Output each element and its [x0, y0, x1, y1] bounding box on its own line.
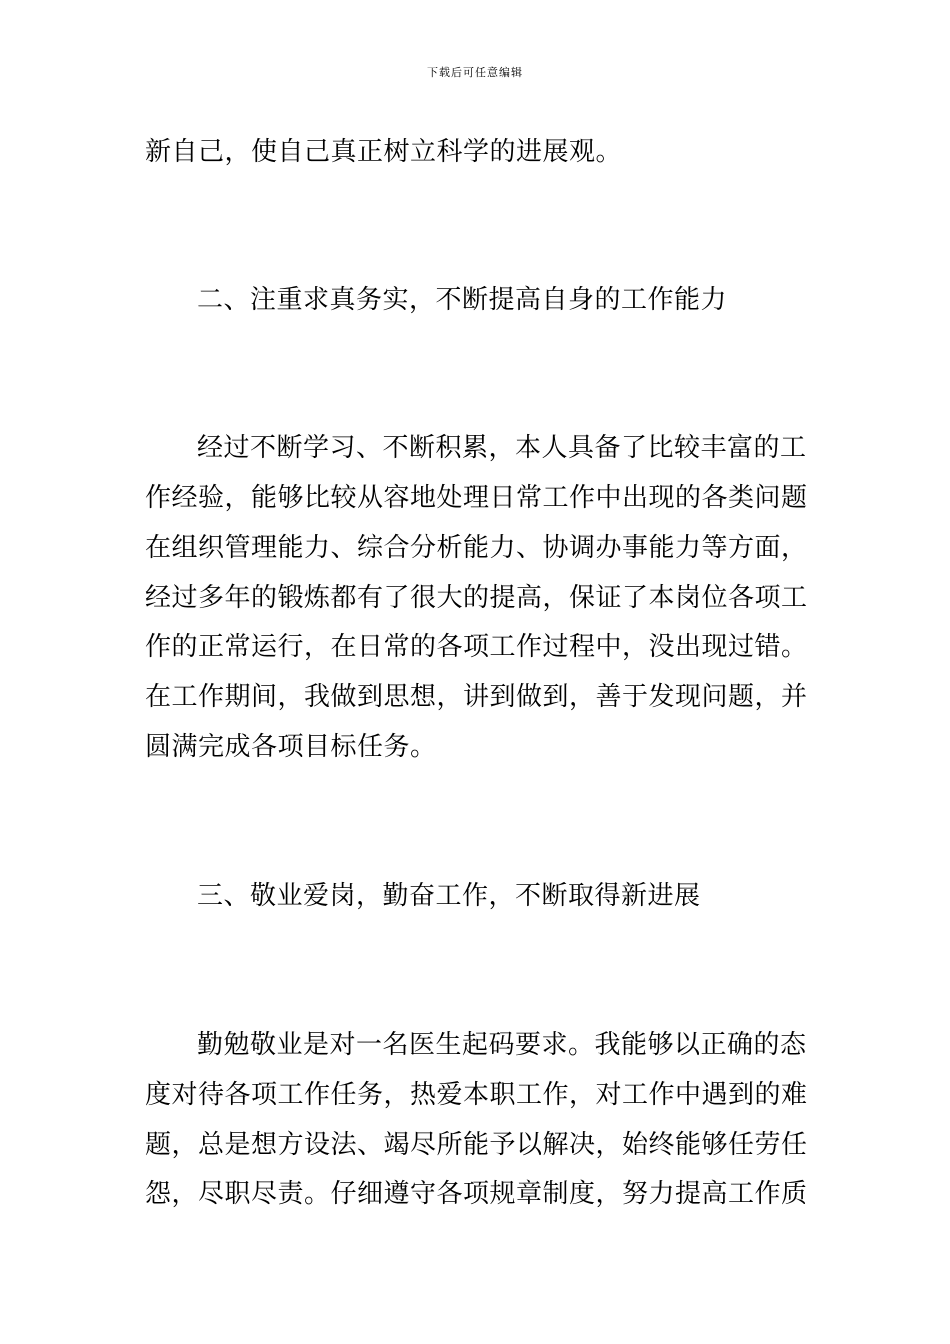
body-line: 作的正常运行，在日常的各项工作过程中，没出现过错。 — [145, 632, 808, 662]
body-line: 经过多年的锻炼都有了很大的提高，保证了本岗位各项工 — [145, 583, 808, 613]
body-line: 怨，尽职尽责。仔细遵守各项规章制度，努力提高工作质 — [145, 1179, 808, 1209]
body-line: 作经验，能够比较从容地处理日常工作中出现的各类问题 — [145, 483, 808, 513]
body-line: 圆满完成各项目标任务。 — [145, 732, 437, 762]
body-line: 在工作期间，我做到思想，讲到做到，善于发现问题，并 — [145, 682, 808, 712]
body-line: 新自己，使自己真正树立科学的进展观。 — [145, 137, 623, 167]
body-line: 经过不断学习、不断积累，本人具备了比较丰富的工 — [197, 433, 807, 463]
header-note: 下载后可任意编辑 — [427, 66, 523, 79]
body-line: 题，总是想方设法、竭尽所能予以解决，始终能够任劳任 — [145, 1130, 808, 1160]
body-line: 在组织管理能力、综合分析能力、协调办事能力等方面， — [145, 533, 808, 563]
body-line: 度对待各项工作任务，热爱本职工作，对工作中遇到的难 — [145, 1080, 808, 1110]
body-line: 勤勉敬业是对一名医生起码要求。我能够以正确的态 — [197, 1030, 807, 1060]
section-heading: 三、敬业爱岗，勤奋工作，不断取得新进展 — [197, 881, 701, 911]
section-heading: 二、注重求真务实，不断提高自身的工作能力 — [197, 285, 728, 315]
